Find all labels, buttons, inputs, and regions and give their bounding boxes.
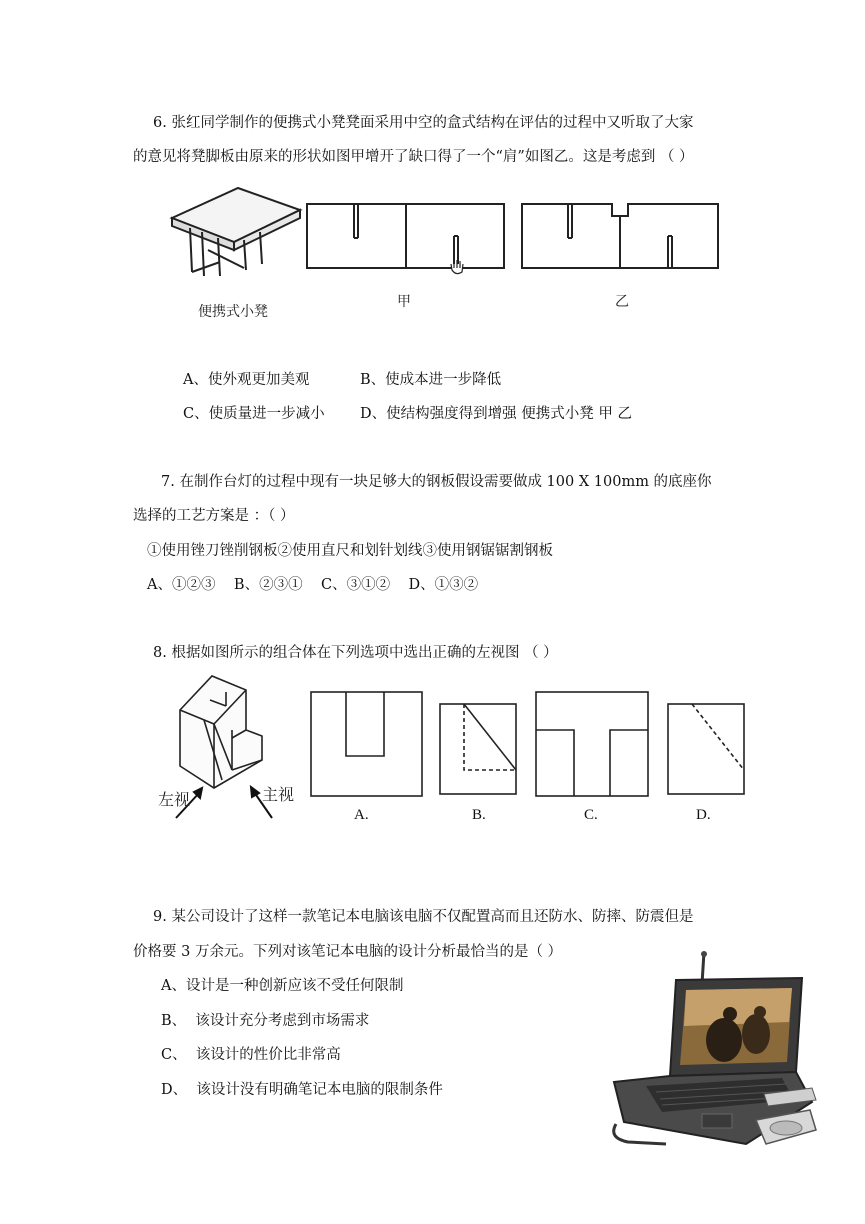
label-jia: 甲 bbox=[397, 294, 411, 310]
option-c-view bbox=[536, 692, 648, 796]
q9-option-a: A、设计是一种创新应该不受任何限制 bbox=[161, 978, 404, 994]
option-d-label: D. bbox=[696, 807, 711, 823]
label-yi: 乙 bbox=[615, 294, 629, 310]
q6-option-b: B、使成本进一步降低 bbox=[360, 372, 502, 388]
q6-option-d: D、使结构强度得到增强 便携式小凳 甲 乙 bbox=[360, 406, 632, 422]
front-view-label: 主视 bbox=[262, 785, 295, 804]
rugged-laptop-photo bbox=[606, 952, 818, 1152]
q6-option-c: C、使质量进一步减小 bbox=[183, 406, 325, 422]
q8-figure bbox=[150, 670, 760, 830]
q9-stem-line2: 价格要 3 万余元。下列对该笔记本电脑的设计分析最恰当的是（ ） bbox=[133, 944, 563, 960]
isometric-block bbox=[180, 676, 262, 788]
q7-stem-line2: 选择的工艺方案是 ：（ ） bbox=[133, 508, 295, 524]
option-c-label: C. bbox=[584, 807, 598, 823]
option-b-label: B. bbox=[472, 807, 486, 823]
q7-options: A、①②③ B、②③① C、③①② D、①③② bbox=[147, 577, 479, 593]
q9-option-b: B、 该设计充分考虑到市场需求 bbox=[161, 1013, 370, 1029]
figure-jia bbox=[307, 204, 504, 268]
q9-option-c: C、 该设计的性价比非常高 bbox=[161, 1047, 341, 1063]
q6-figure bbox=[160, 180, 730, 330]
q8-stem: 8. 根据如图所示的组合体在下列选项中选出正确的左视图 （ ） bbox=[153, 645, 558, 661]
option-a-label: A. bbox=[354, 807, 369, 823]
stool-label: 便携式小凳 bbox=[198, 304, 268, 320]
q6-stem-line2: 的意见将凳脚板由原来的形状如图甲增开了缺口得了一个“肩”如图乙。这是考虑到 （ ） bbox=[133, 149, 694, 165]
left-view-label: 左视 bbox=[158, 790, 191, 809]
q9-option-d: D、 该设计没有明确笔记本电脑的限制条件 bbox=[161, 1082, 443, 1098]
option-b-view bbox=[440, 704, 516, 794]
hand-pointer-icon bbox=[451, 258, 463, 274]
q6-stem-line1: 6. 张红同学制作的便携式小凳凳面采用中空的盒式结构在评估的过程中又听取了大家 bbox=[153, 115, 694, 131]
stool-illustration bbox=[172, 188, 300, 276]
q7-steps: ①使用锉刀锉削钢板②使用直尺和划针划线③使用钢锯锯割钢板 bbox=[147, 543, 553, 559]
q9-stem-line1: 9. 某公司设计了这样一款笔记本电脑该电脑不仅配置高而且还防水、防摔、防震但是 bbox=[153, 909, 694, 925]
figure-yi bbox=[522, 204, 718, 268]
q6-option-a: A、使外观更加美观 bbox=[183, 372, 310, 388]
option-a-view bbox=[311, 692, 422, 796]
q7-stem-line1: 7. 在制作台灯的过程中现有一块足够大的钢板假设需要做成 100 X 100mm 的底座你 bbox=[161, 474, 712, 490]
option-d-view bbox=[668, 704, 744, 794]
